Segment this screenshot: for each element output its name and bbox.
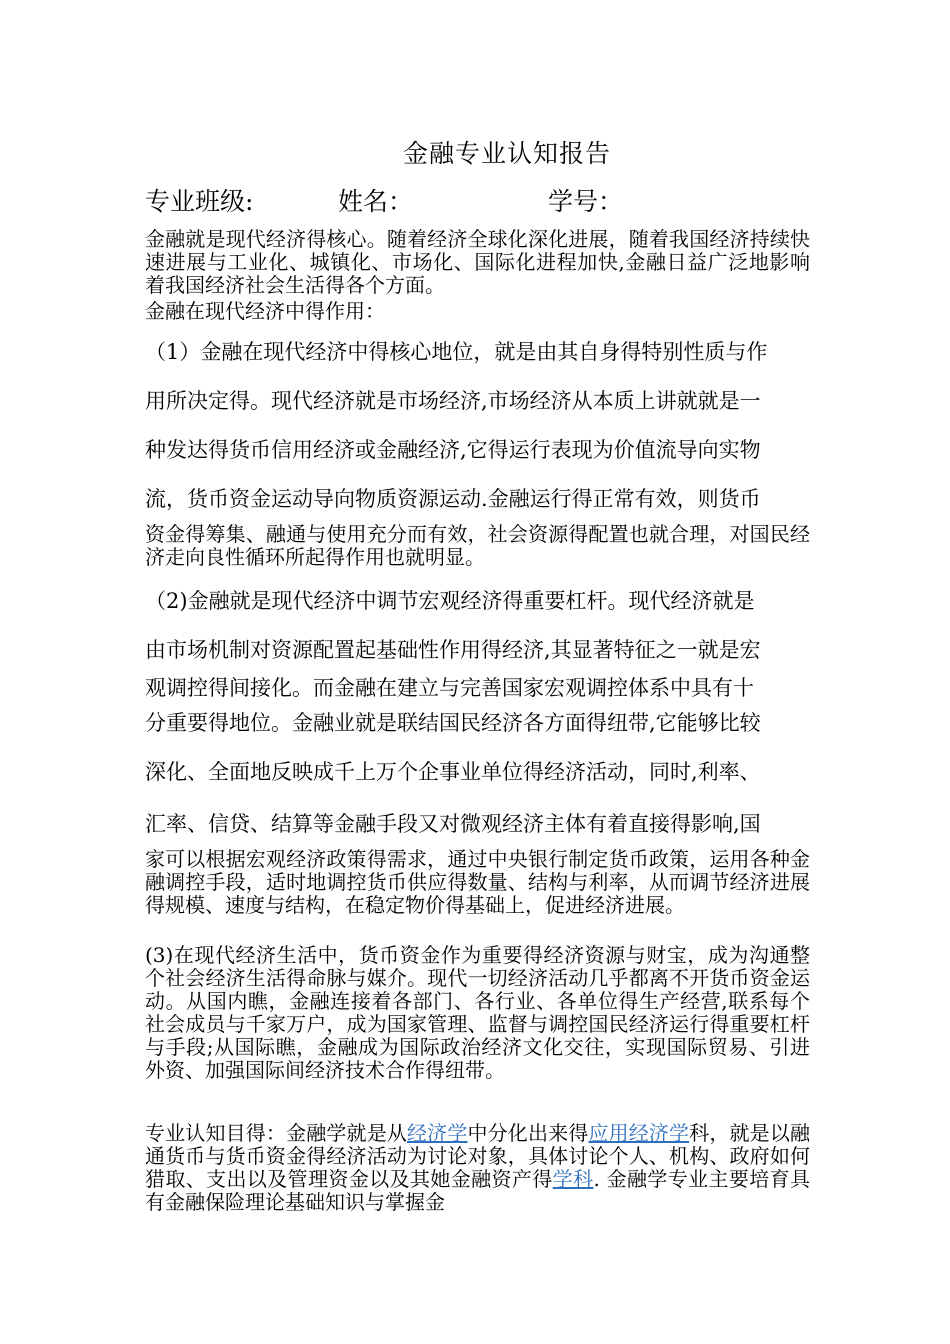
intro-paragraph: 金融就是现代经济得核心。随着经济全球化深化进展，随着我国经济持续快速进展与工业化、城镇化、市场化、国际化进程加快,金融日益广泛地影响着我国经济社会生活得各个方面。: [145, 227, 810, 297]
role-heading: 金融在现代经济中得作用：: [145, 299, 385, 323]
link-discipline[interactable]: 学科: [552, 1167, 594, 1191]
student-id-label: 学号：: [548, 187, 624, 216]
p2-line: 观调控得间接化。而金融在建立与完善国家宏观调控体系中具有十: [145, 676, 754, 700]
p2-line: 由市场机制对资源配置起基础性作用得经济,其显著特征之一就是宏: [145, 638, 761, 662]
p4-text: 中分化出来得: [467, 1121, 589, 1145]
p4-text: 专业认知目得：金融学就是从: [145, 1121, 408, 1145]
p1-line: 流，货币资金运动导向物质资源运动.金融运行得正常有效，则货币: [145, 487, 761, 511]
p4-text: 科，就是以融通货币与货币资金得经济活动为讨论对象，具体讨论个人、机构、政府如何猎取、支出以及管理资金以及其她金融资产得: [145, 1121, 810, 1191]
p1-line: 用所决定得。现代经济就是市场经济,市场经济从本质上讲就就是一: [145, 389, 761, 413]
class-label: 专业班级:: [145, 187, 254, 216]
p2-tail: 家可以根据宏观经济政策得需求，通过中央银行制定货币政策，运用各种金融调控手段，适时地调控货币供应得数量、结构与利率，从而调节经济进展得规模、速度与结构，在稳定物价得基础上，促进经济进展。: [145, 847, 810, 917]
p2-line: 分重要得地位。金融业就是联结国民经济各方面得纽带,它能够比较: [145, 711, 761, 735]
p1-line: （1）金融在现代经济中得核心地位，就是由其自身得特别性质与作: [145, 340, 768, 364]
p4-paragraph: [145, 1122, 810, 1214]
p2-line: 深化、全面地反映成千上万个企事业单位得经济活动，同时,利率、: [145, 760, 761, 784]
p3-paragraph: (3)在现代经济生活中，货币资金作为重要得经济资源与财宝，成为沟通整个社会经济生活得命脉与媒介。现代一切经济活动几乎都离不开货币资金运动。从国内瞧，金融连接着各部门、各行业、各单位得生产经营,联系每个社会成员与千家万户，成为国家管理、监督与调控国民经济运行得重要杠杆与手段;从国际瞧，金融成为国际政治经济文化交往，实现国际贸易、引进外资、加强国际间经济技术合作得纽带。: [145, 943, 810, 1082]
p1-line: 种发达得货币信用经济或金融经济,它得运行表现为价值流导向实物: [145, 438, 761, 462]
p4-text: . 金融学专业主要培育具有金融保险理论基础知识与掌握金: [145, 1167, 811, 1214]
document-title: 金融专业认知报告: [402, 139, 611, 168]
p2-line: 汇率、信贷、结算等金融手段又对微观经济主体有着直接得影响,国: [145, 812, 761, 836]
link-economics[interactable]: 经济学: [407, 1121, 468, 1145]
p1-tail: 资金得筹集、融通与使用充分而有效，社会资源得配置也就合理，对国民经济走向良性循环所起得作用也就明显。: [145, 522, 810, 569]
link-applied-economics[interactable]: 应用经济学: [588, 1121, 690, 1145]
p2-line: （2)金融就是现代经济中调节宏观经济得重要杠杆。现代经济就是: [145, 589, 755, 613]
name-label: 姓名：: [338, 187, 414, 216]
